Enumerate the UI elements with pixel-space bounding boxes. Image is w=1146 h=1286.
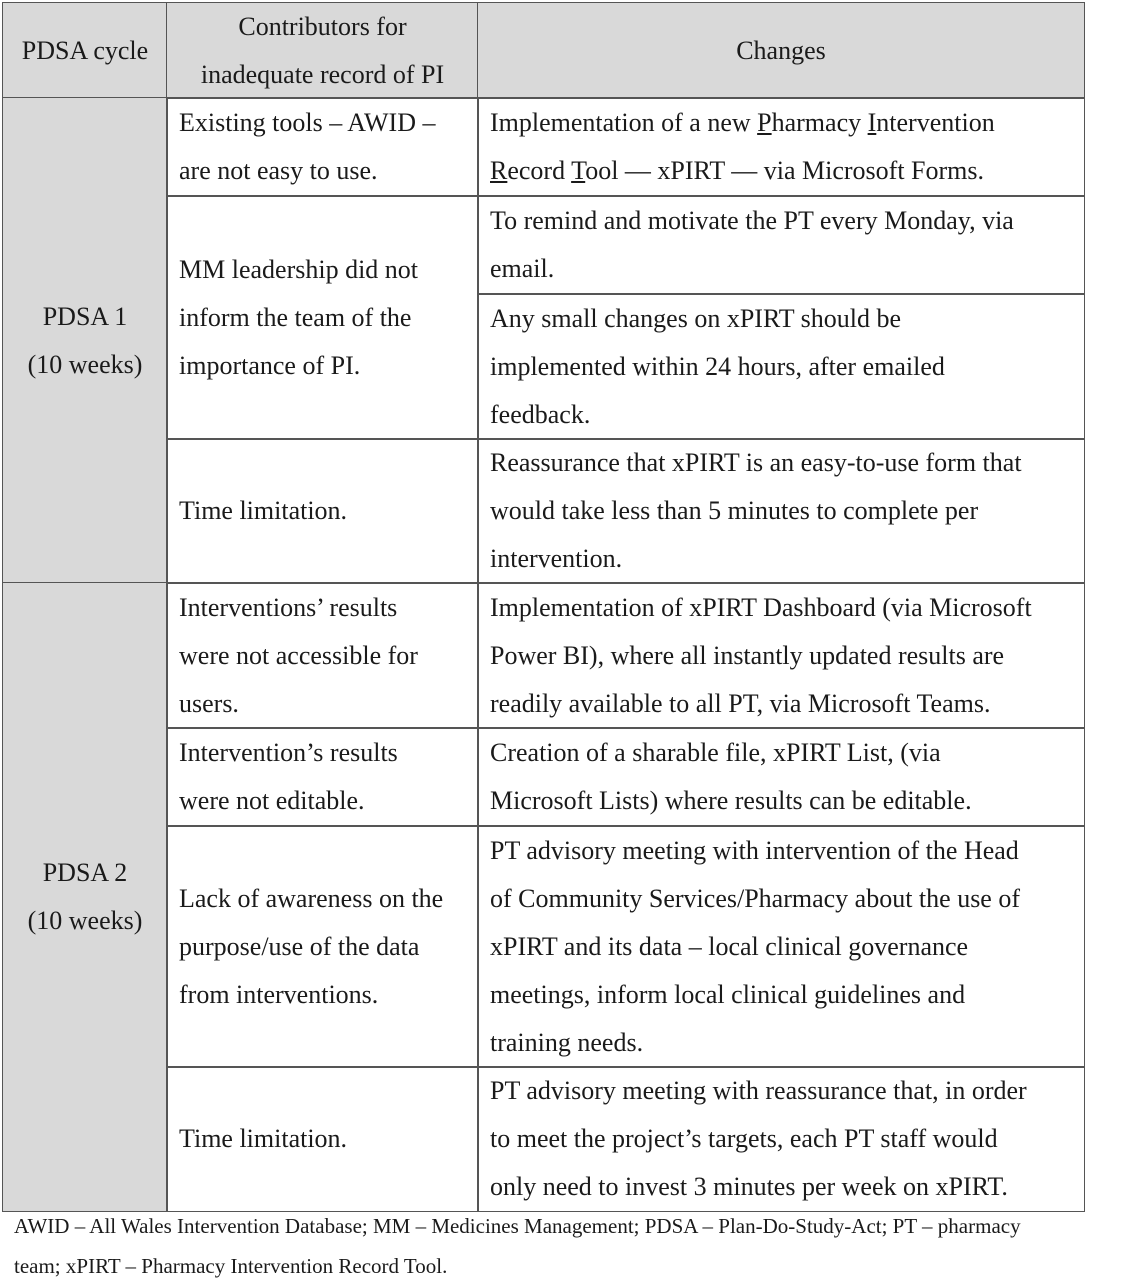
header-contributors-text [201,3,444,99]
text-line: Implementation of xPIRT Dashboard (via Microsoft [490,592,1032,622]
pdsa2-label-cell [2,582,168,1212]
text-line: Power BI), where all instantly updated results are [490,640,1005,670]
text-line: meetings, inform local clinical guidelines and [490,979,966,1009]
pdsa2-row4-change-text [490,1067,1027,1211]
text-line: implemented within 24 hours, after emailed [490,351,945,381]
text-segment: ecord [507,156,572,185]
pdsa1-label-line1: PDSA 1 [42,301,128,331]
pdsa2-row1-contributor-text [179,584,418,728]
header-contributors [166,2,479,99]
text-line: To remind and motivate the PT every Monday, via [490,206,1014,235]
text-line: readily available to all PT, via Microsoft Teams. [490,688,991,718]
text-segment: ntervention [876,108,995,137]
header-contributors-line2: inadequate record of PI [200,59,445,89]
text-line: intervention. [490,544,623,573]
header-changes [477,2,1085,99]
text-line: inform the team of the [179,302,412,332]
pdsa1-row3-contributor-text [179,487,347,535]
header-changes-label: Changes [736,35,826,65]
text-line: of Community Services/Pharmacy about the use of [490,883,1021,913]
text-line: PT advisory meeting with intervention of the Head [490,835,1019,865]
pdsa1-row3-change [477,438,1085,584]
text-line: training needs. [490,1027,644,1057]
text-line: Time limitation. [179,1124,348,1153]
text-line: feedback. [490,399,591,429]
text-line: PT advisory meeting with reassurance that, in order [490,1076,1027,1105]
pdsa1-row2-contributor [166,195,479,440]
pdsa1-row1-contributor-text [179,99,435,195]
underlined-initial: R [490,156,508,185]
text-line: were not accessible for [179,640,418,670]
pdsa2-row1-change [477,582,1085,729]
text-line: were not editable. [179,786,365,815]
pdsa1-row2-change-a [477,195,1085,295]
underlined-initial: P [757,108,772,137]
pdsa1-row1-change-text [490,99,995,195]
text-line: only need to invest 3 minutes per week on xPIRT. [490,1172,1008,1201]
text-line: Creation of a sharable file, xPIRT List, (via [490,738,941,767]
text-line [490,147,995,195]
pdsa1-row3-change-text [490,439,1022,583]
text-line: email. [490,254,555,283]
pdsa2-row2-change-text [490,729,972,825]
text-line: Any small changes on xPIRT should be [490,303,902,333]
pdsa2-row3-change [477,825,1085,1068]
pdsa2-row3-change-text [490,827,1020,1067]
underlined-initial: I [867,108,877,137]
pdsa2-label-line1: PDSA 2 [42,858,128,887]
pdsa1-label-cell [2,97,168,584]
text-line: would take less than 5 minutes to complete per [490,496,979,525]
pdsa2-row1-change-text [490,584,1032,728]
pdsa1-row3-contributor [166,438,479,584]
pdsa2-row2-change [477,727,1085,827]
text-line: purpose/use of the data [179,931,420,961]
footnote-line2: team; xPIRT – Pharmacy Intervention Record Tool. [14,1254,448,1278]
pdsa1-row2-contributor-text [179,246,418,390]
text-segment: ool — xPIRT — via Microsoft Forms. [585,156,985,185]
pdsa2-row3-contributor [166,825,479,1068]
pdsa2-row4-change [477,1066,1085,1212]
pdsa2-row2-contributor [166,727,479,827]
pdsa1-row2-change-b [477,293,1085,440]
header-pdsa-cycle-label: PDSA cycle [21,35,149,65]
text-line: Time limitation. [179,496,348,525]
text-line [490,99,995,147]
pdsa2-row4-contributor-text [179,1115,347,1163]
pdsa1-label [28,293,143,389]
underlined-initial: T [571,156,586,185]
text-line: Existing tools – AWID – [179,108,436,137]
pdsa2-row3-contributor-text [179,875,443,1019]
pdsa2-label [28,849,143,945]
pdsa2-row4-contributor [166,1066,479,1212]
text-line: xPIRT and its data – local clinical governance [490,931,969,961]
header-contributors-line1: Contributors for [238,11,407,41]
text-line: users. [179,688,239,718]
pdsa1-row2-change-a-text [490,197,1014,293]
text-line: are not easy to use. [179,156,378,185]
pdsa1-label-line2: (10 weeks) [27,349,143,379]
pdsa2-label-line2: (10 weeks) [27,906,143,935]
pdsa2-row1-contributor [166,582,479,729]
pdsa1-row2-change-b-text [490,295,945,439]
text-line: MM leadership did not [179,254,419,284]
text-line: from interventions. [179,979,379,1009]
text-line: Interventions’ results [179,592,398,622]
footnote-line1: AWID – All Wales Intervention Database; MM – Medicines Management; PDSA – Plan-Do-Study-Act; PT – pharmacy [14,1214,1021,1238]
text-line: Reassurance that xPIRT is an easy-to-use form that [490,448,1022,477]
table-footnote [14,1206,1144,1286]
pdsa1-row1-change [477,97,1085,197]
text-line: importance of PI. [179,350,361,380]
pdsa2-row2-contributor-text [179,729,398,825]
text-line: Intervention’s results [179,738,398,767]
text-line: Microsoft Lists) where results can be editable. [490,786,972,815]
text-line: to meet the project’s targets, each PT staff would [490,1124,998,1153]
pdsa1-row1-contributor [166,97,479,197]
header-pdsa-cycle [2,2,168,99]
text-line: Lack of awareness on the [179,883,444,913]
text-segment: harmacy [771,108,868,137]
text-segment: Implementation of a new [490,108,758,137]
